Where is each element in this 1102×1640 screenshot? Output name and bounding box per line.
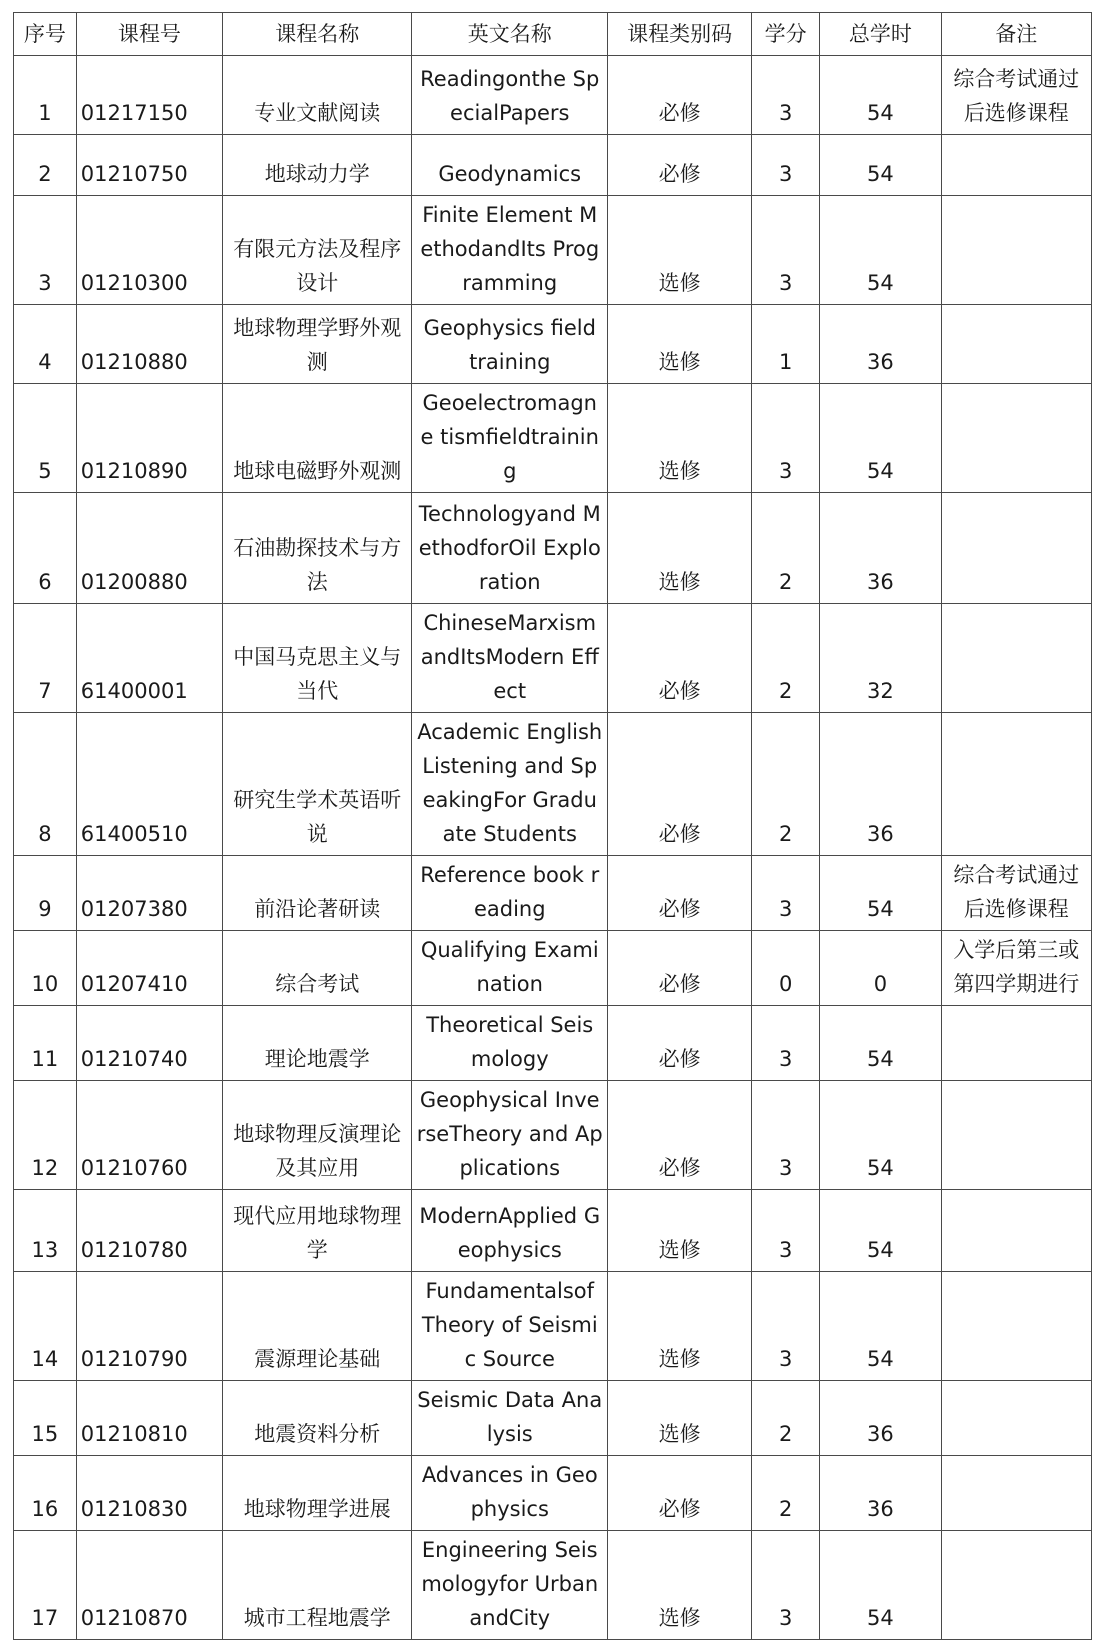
remarks	[941, 1081, 1091, 1190]
remarks: 入学后第三或第四学期进行	[941, 931, 1091, 1006]
course-type: 必修	[608, 604, 752, 713]
credits: 3	[752, 135, 820, 196]
header-remarks: 备注	[941, 13, 1091, 56]
course-type: 必修	[608, 135, 752, 196]
header-credits: 学分	[752, 13, 820, 56]
total-hours: 54	[820, 856, 941, 931]
total-hours: 36	[820, 493, 941, 604]
credits: 3	[752, 384, 820, 493]
remarks	[941, 384, 1091, 493]
remarks	[941, 1006, 1091, 1081]
course-name: 中国马克思主义与当代	[223, 604, 412, 713]
course-code: 01207380	[76, 856, 222, 931]
course-code: 01210890	[76, 384, 222, 493]
course-code: 61400001	[76, 604, 222, 713]
row-index: 4	[14, 305, 77, 384]
credits: 3	[752, 196, 820, 305]
total-hours: 32	[820, 604, 941, 713]
course-code: 01210810	[76, 1381, 222, 1456]
total-hours: 0	[820, 931, 941, 1006]
table-row	[14, 384, 1092, 493]
total-hours: 54	[820, 196, 941, 305]
header-english-name: 英文名称	[412, 13, 608, 56]
remarks	[941, 1272, 1091, 1381]
total-hours: 54	[820, 1531, 941, 1640]
remarks	[941, 196, 1091, 305]
course-code: 01210880	[76, 305, 222, 384]
total-hours: 36	[820, 1381, 941, 1456]
total-hours: 54	[820, 56, 941, 135]
row-index: 9	[14, 856, 77, 931]
total-hours: 54	[820, 384, 941, 493]
course-name: 地球电磁野外观测	[223, 384, 412, 493]
credits: 3	[752, 1531, 820, 1640]
table-row	[14, 713, 1092, 856]
english-name: Geophysical InverseTheory and Applications	[412, 1081, 608, 1190]
remarks	[941, 1381, 1091, 1456]
table-row	[14, 1456, 1092, 1531]
remarks	[941, 1531, 1091, 1640]
row-index: 8	[14, 713, 77, 856]
table-row	[14, 135, 1092, 196]
course-code: 01200880	[76, 493, 222, 604]
header-course-code: 课程号	[76, 13, 222, 56]
credits: 3	[752, 1190, 820, 1272]
table-row	[14, 196, 1092, 305]
remarks	[941, 713, 1091, 856]
course-type: 必修	[608, 713, 752, 856]
course-name: 现代应用地球物理学	[223, 1190, 412, 1272]
remarks	[941, 493, 1091, 604]
credits: 3	[752, 1081, 820, 1190]
table-row	[14, 604, 1092, 713]
table-row	[14, 931, 1092, 1006]
credits: 3	[752, 1006, 820, 1081]
table-row	[14, 1190, 1092, 1272]
table-row	[14, 1381, 1092, 1456]
english-name: Academic English Listening and SpeakingFor Graduate Students	[412, 713, 608, 856]
credits: 2	[752, 1456, 820, 1531]
course-code: 01210870	[76, 1531, 222, 1640]
course-name: 地球物理学进展	[223, 1456, 412, 1531]
english-name: Readingonthe SpecialPapers	[412, 56, 608, 135]
row-index: 5	[14, 384, 77, 493]
total-hours: 54	[820, 1190, 941, 1272]
total-hours: 54	[820, 135, 941, 196]
course-code: 01210740	[76, 1006, 222, 1081]
course-type: 必修	[608, 931, 752, 1006]
total-hours: 54	[820, 1006, 941, 1081]
course-type: 选修	[608, 384, 752, 493]
english-name: Reference book reading	[412, 856, 608, 931]
row-index: 11	[14, 1006, 77, 1081]
row-index: 7	[14, 604, 77, 713]
english-name: ChineseMarxism andItsModern Effect	[412, 604, 608, 713]
course-name: 综合考试	[223, 931, 412, 1006]
course-name: 地球物理学野外观测	[223, 305, 412, 384]
course-type: 选修	[608, 305, 752, 384]
credits: 2	[752, 713, 820, 856]
total-hours: 54	[820, 1272, 941, 1381]
row-index: 17	[14, 1531, 77, 1640]
remarks	[941, 1190, 1091, 1272]
header-course-type: 课程类别码	[608, 13, 752, 56]
english-name: Engineering Seismologyfor UrbanandCity	[412, 1531, 608, 1640]
row-index: 3	[14, 196, 77, 305]
header-index: 序号	[14, 13, 77, 56]
course-code: 01210300	[76, 196, 222, 305]
english-name: Geoelectromagne tismfieldtraining	[412, 384, 608, 493]
row-index: 12	[14, 1081, 77, 1190]
course-type: 必修	[608, 1006, 752, 1081]
row-index: 2	[14, 135, 77, 196]
course-name: 研究生学术英语听说	[223, 713, 412, 856]
english-name: Technologyand MethodforOil Exploration	[412, 493, 608, 604]
remarks: 综合考试通过后选修课程	[941, 56, 1091, 135]
table-header-row	[14, 13, 1092, 56]
total-hours: 54	[820, 1081, 941, 1190]
total-hours: 36	[820, 305, 941, 384]
table-body	[14, 56, 1092, 1640]
course-type: 选修	[608, 196, 752, 305]
row-index: 14	[14, 1272, 77, 1381]
credits: 0	[752, 931, 820, 1006]
course-type: 选修	[608, 1531, 752, 1640]
table-row	[14, 1081, 1092, 1190]
course-name: 地球动力学	[223, 135, 412, 196]
table-row	[14, 1272, 1092, 1381]
credits: 1	[752, 305, 820, 384]
course-name: 专业文献阅读	[223, 56, 412, 135]
english-name: Theoretical Seismology	[412, 1006, 608, 1081]
remarks	[941, 305, 1091, 384]
course-name: 石油勘探技术与方法	[223, 493, 412, 604]
course-type: 必修	[608, 1456, 752, 1531]
credits: 3	[752, 56, 820, 135]
row-index: 16	[14, 1456, 77, 1531]
row-index: 6	[14, 493, 77, 604]
course-name: 震源理论基础	[223, 1272, 412, 1381]
header-total-hours: 总学时	[820, 13, 941, 56]
course-type: 必修	[608, 856, 752, 931]
english-name: ModernApplied Geophysics	[412, 1190, 608, 1272]
course-code: 01207410	[76, 931, 222, 1006]
course-type: 选修	[608, 1381, 752, 1456]
row-index: 15	[14, 1381, 77, 1456]
table-row	[14, 856, 1092, 931]
credits: 2	[752, 493, 820, 604]
table-row	[14, 56, 1092, 135]
course-name: 地震资料分析	[223, 1381, 412, 1456]
header-course-name: 课程名称	[223, 13, 412, 56]
english-name: Finite Element MethodandIts Programming	[412, 196, 608, 305]
english-name: Seismic Data Analysis	[412, 1381, 608, 1456]
credits: 2	[752, 1381, 820, 1456]
course-code: 01217150	[76, 56, 222, 135]
course-name: 前沿论著研读	[223, 856, 412, 931]
course-name: 地球物理反演理论及其应用	[223, 1081, 412, 1190]
row-index: 13	[14, 1190, 77, 1272]
credits: 2	[752, 604, 820, 713]
english-name: Geodynamics	[412, 135, 608, 196]
course-code: 01210830	[76, 1456, 222, 1531]
remarks	[941, 1456, 1091, 1531]
table-row	[14, 1006, 1092, 1081]
course-code: 01210780	[76, 1190, 222, 1272]
course-code: 01210790	[76, 1272, 222, 1381]
credits: 3	[752, 1272, 820, 1381]
english-name: Fundamentalsof Theory of Seismic Source	[412, 1272, 608, 1381]
course-table	[13, 12, 1092, 1640]
row-index: 1	[14, 56, 77, 135]
remarks: 综合考试通过后选修课程	[941, 856, 1091, 931]
course-name: 理论地震学	[223, 1006, 412, 1081]
table-row	[14, 305, 1092, 384]
total-hours: 36	[820, 713, 941, 856]
course-type: 选修	[608, 493, 752, 604]
credits: 3	[752, 856, 820, 931]
course-name: 城市工程地震学	[223, 1531, 412, 1640]
remarks	[941, 604, 1091, 713]
english-name: Advances in Geophysics	[412, 1456, 608, 1531]
english-name: Geophysics field training	[412, 305, 608, 384]
table-row	[14, 1531, 1092, 1640]
course-type: 选修	[608, 1190, 752, 1272]
table-row	[14, 493, 1092, 604]
row-index: 10	[14, 931, 77, 1006]
course-type: 必修	[608, 1081, 752, 1190]
course-type: 必修	[608, 56, 752, 135]
course-code: 01210760	[76, 1081, 222, 1190]
course-name: 有限元方法及程序设计	[223, 196, 412, 305]
total-hours: 36	[820, 1456, 941, 1531]
course-type: 选修	[608, 1272, 752, 1381]
course-code: 61400510	[76, 713, 222, 856]
remarks	[941, 135, 1091, 196]
english-name: Qualifying Examination	[412, 931, 608, 1006]
course-code: 01210750	[76, 135, 222, 196]
